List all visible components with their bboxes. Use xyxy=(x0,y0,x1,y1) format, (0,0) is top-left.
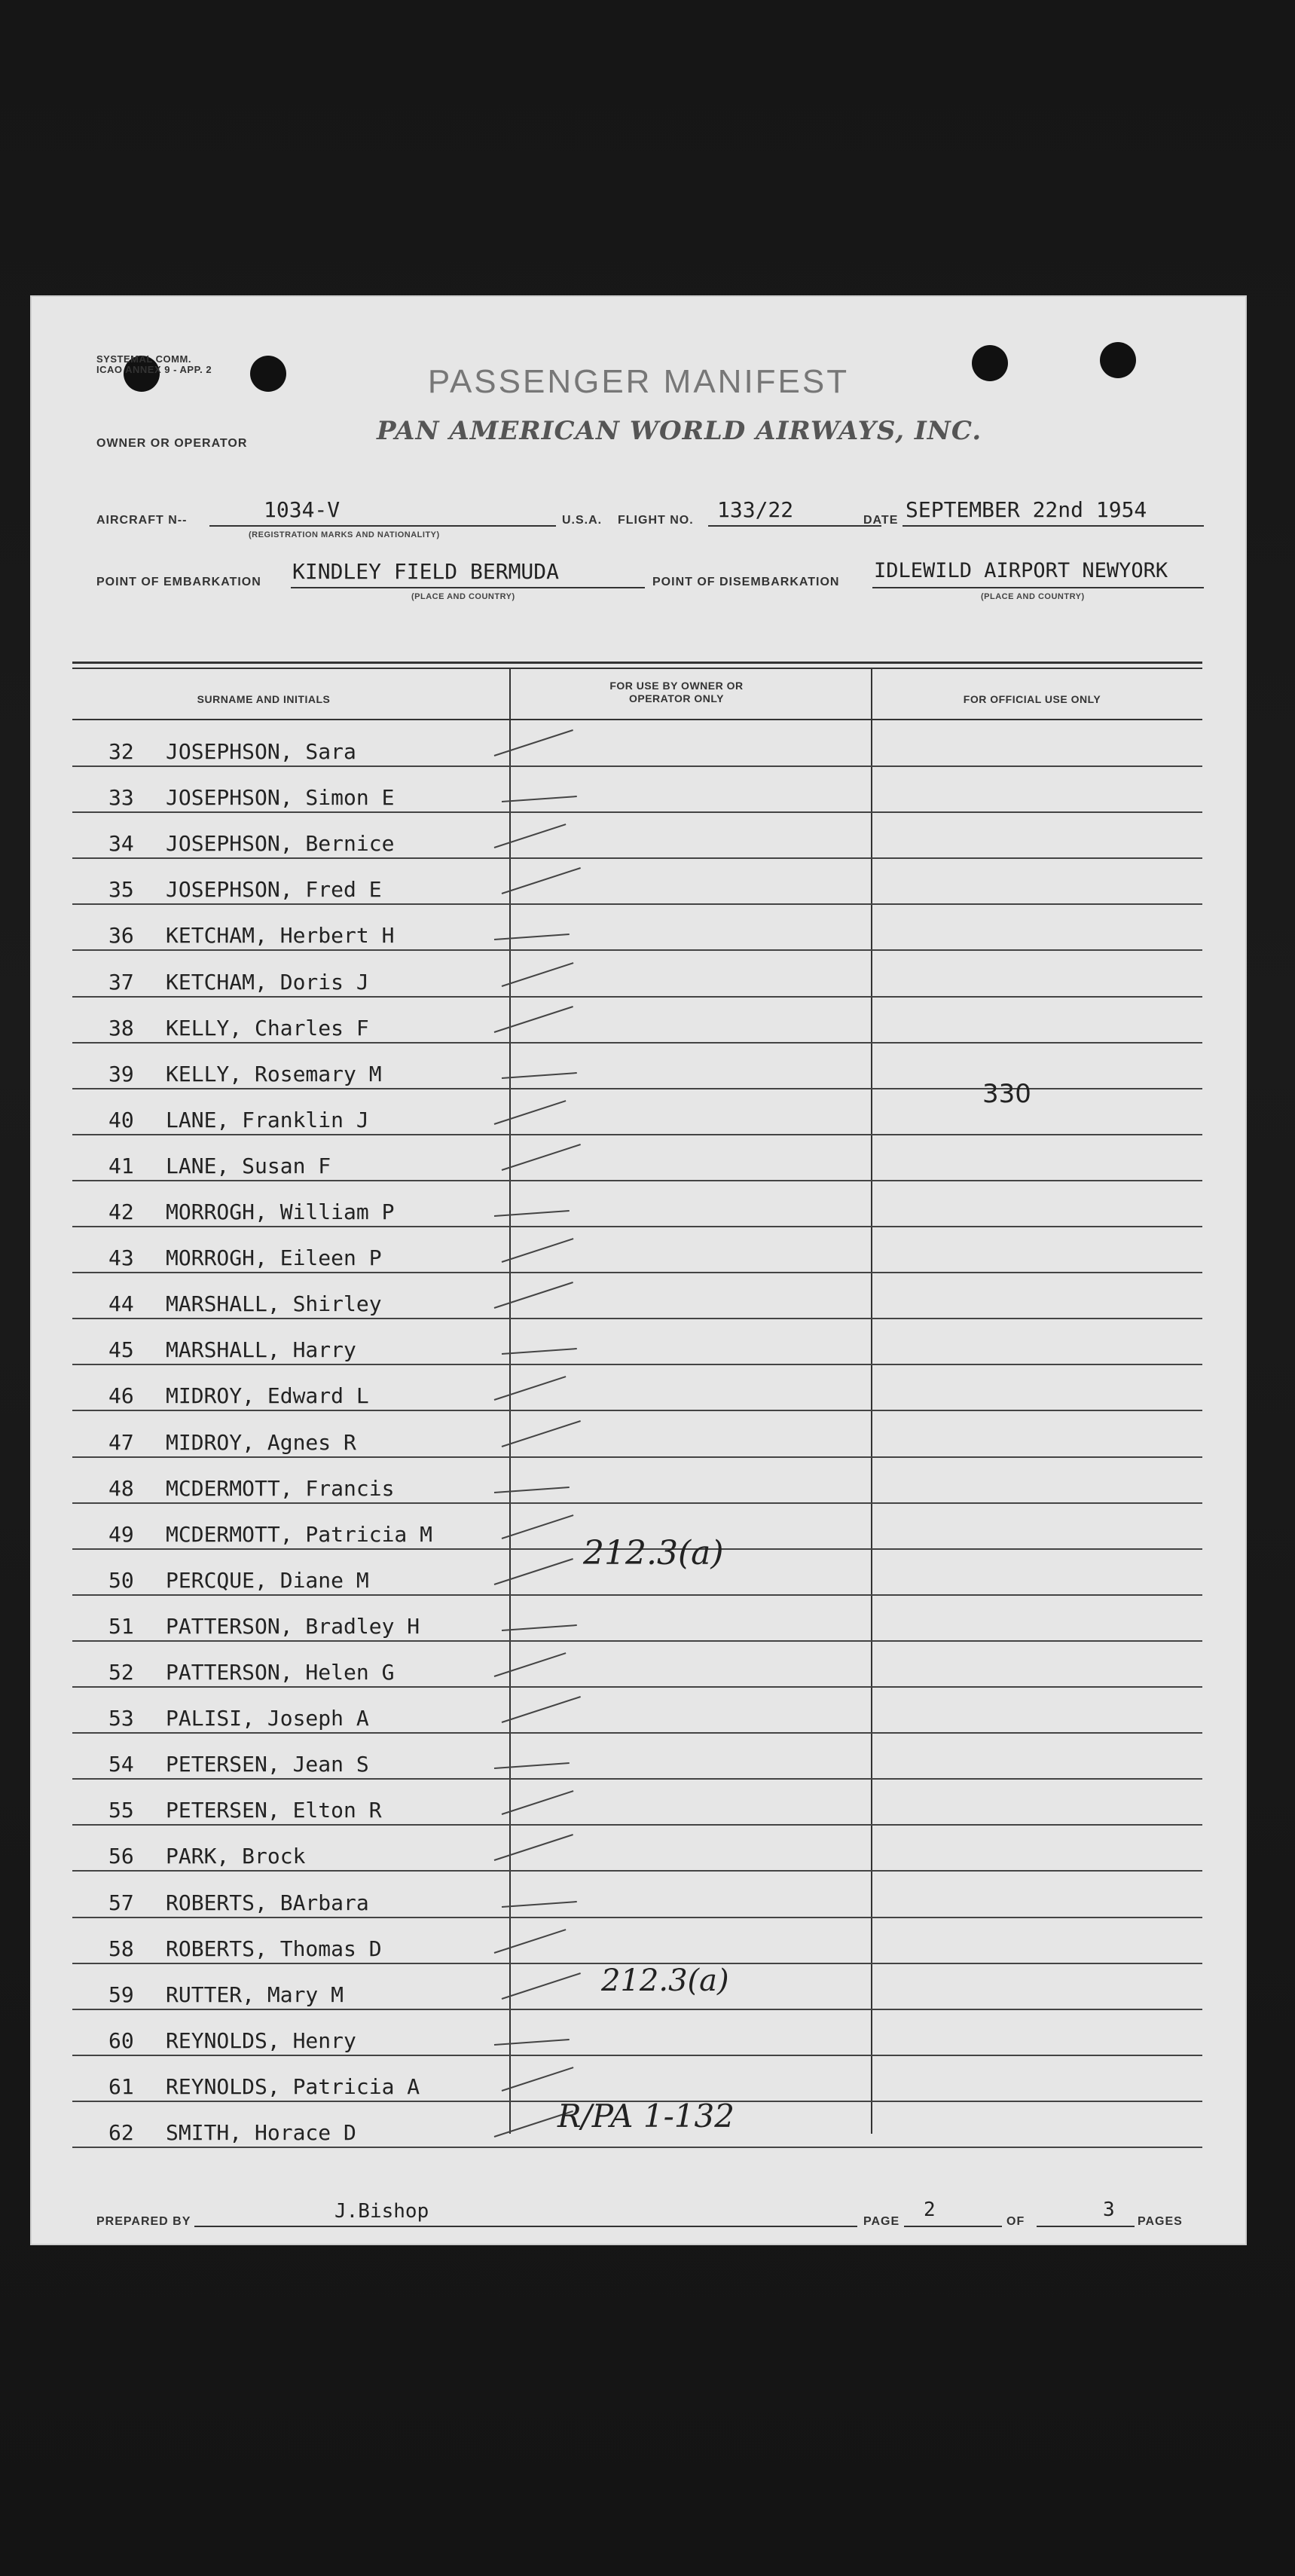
passenger-number: 41 xyxy=(108,1153,134,1178)
check-mark-icon xyxy=(494,1834,573,1861)
handwritten-note: 212.3(a) xyxy=(583,1534,724,1572)
of-underline xyxy=(1037,2226,1135,2227)
flight-underline xyxy=(708,525,881,527)
check-mark-icon xyxy=(502,1238,574,1263)
passenger-number: 40 xyxy=(108,1107,134,1132)
table-row xyxy=(72,859,1202,905)
handwritten-note: R/PA 1-132 xyxy=(557,2098,735,2134)
passenger-number: 38 xyxy=(108,1015,134,1040)
check-mark-icon xyxy=(494,1558,573,1585)
check-mark-icon xyxy=(494,729,573,756)
table-row xyxy=(72,1872,1202,1918)
passenger-number: 54 xyxy=(108,1752,134,1777)
passenger-name: KELLY, Rosemary M xyxy=(166,1061,382,1086)
table-row xyxy=(72,1412,1202,1458)
check-mark-icon xyxy=(502,962,574,987)
passenger-name: LANE, Susan F xyxy=(166,1153,331,1178)
airline-name: PAN AMERICAN WORLD AIRWAYS, INC. xyxy=(377,416,982,446)
check-mark-icon xyxy=(502,2067,574,2092)
passenger-number: 34 xyxy=(108,831,134,857)
flight-label: FLIGHT NO. xyxy=(618,514,694,527)
passenger-name: MARSHALL, Shirley xyxy=(166,1291,382,1317)
passenger-number: 50 xyxy=(108,1567,134,1593)
passenger-number: 52 xyxy=(108,1660,134,1685)
manifest-sheet xyxy=(30,295,1247,2245)
table-row xyxy=(72,1365,1202,1411)
passenger-name: RUTTER, Mary M xyxy=(166,1982,344,2007)
table-row xyxy=(72,1734,1202,1780)
embarkation-label: POINT OF EMBARKATION xyxy=(96,576,261,588)
disembarkation-label: POINT OF DISEMBARKATION xyxy=(652,576,840,588)
check-mark-icon xyxy=(502,1790,574,1815)
passenger-number: 46 xyxy=(108,1383,134,1409)
passenger-name: JOSEPHSON, Simon E xyxy=(166,785,395,811)
disembarkation-value: IDLEWILD AIRPORT NEWYORK xyxy=(874,559,1168,582)
date-label: DATE xyxy=(863,514,899,527)
passenger-number: 53 xyxy=(108,1706,134,1731)
table-row xyxy=(72,1044,1202,1089)
passenger-name: PATTERSON, Helen G xyxy=(166,1660,395,1685)
disembarkation-underline xyxy=(872,587,1204,588)
passenger-name: MORROGH, William P xyxy=(166,1199,395,1224)
date-value: SEPTEMBER 22nd 1954 xyxy=(906,497,1147,522)
passenger-number: 42 xyxy=(108,1199,134,1224)
passenger-name: PERCQUE, Diane M xyxy=(166,1567,369,1593)
passenger-number: 44 xyxy=(108,1291,134,1317)
disembarkation-sub-label: (PLACE AND COUNTRY) xyxy=(981,592,1085,601)
check-mark-icon xyxy=(502,1072,577,1079)
passenger-name: MCDERMOTT, Francis xyxy=(166,1475,395,1501)
passenger-name: PETERSEN, Jean S xyxy=(166,1752,369,1777)
check-mark-icon xyxy=(494,1377,567,1401)
passenger-number: 36 xyxy=(108,923,134,949)
table-row xyxy=(72,1826,1202,1872)
passenger-name: KETCHAM, Doris J xyxy=(166,969,369,995)
check-mark-icon xyxy=(494,1929,567,1954)
page-label: PAGE xyxy=(863,2215,900,2228)
table-row xyxy=(72,1918,1202,1964)
passenger-name: KELLY, Charles F xyxy=(166,1015,369,1040)
passenger-number: 35 xyxy=(108,877,134,903)
table-row xyxy=(72,721,1202,767)
passenger-number: 60 xyxy=(108,2027,134,2053)
passenger-number: 59 xyxy=(108,1982,134,2007)
check-mark-icon xyxy=(494,1282,573,1309)
table-row xyxy=(72,1319,1202,1365)
check-mark-icon xyxy=(502,1144,581,1171)
aircraft-underline xyxy=(209,525,556,527)
passenger-number: 47 xyxy=(108,1429,134,1455)
check-mark-icon xyxy=(502,1420,581,1447)
passenger-name: PALISI, Joseph A xyxy=(166,1706,369,1731)
passenger-name: LANE, Franklin J xyxy=(166,1107,369,1132)
check-mark-icon xyxy=(494,824,567,848)
check-mark-icon xyxy=(494,1006,573,1033)
check-mark-icon xyxy=(502,867,581,894)
passenger-name: JOSEPHSON, Fred E xyxy=(166,877,382,903)
aircraft-label: AIRCRAFT N-- xyxy=(96,514,188,527)
passenger-number: 43 xyxy=(108,1245,134,1271)
page-value: 2 xyxy=(924,2199,936,2221)
table-row xyxy=(72,1227,1202,1273)
table-row xyxy=(72,1181,1202,1227)
header-bottom-rule xyxy=(72,719,1202,720)
table-row xyxy=(72,1688,1202,1734)
passenger-name: JOSEPHSON, Bernice xyxy=(166,831,395,857)
check-mark-icon xyxy=(494,1652,567,1677)
passenger-name: REYNOLDS, Patricia A xyxy=(166,2073,420,2099)
pages-label: PAGES xyxy=(1138,2215,1183,2228)
column-header-official-use: FOR OFFICIAL USE ONLY xyxy=(963,693,1101,705)
passenger-name: MCDERMOTT, Patricia M xyxy=(166,1521,433,1547)
handwritten-note: 212.3(a) xyxy=(601,1963,729,1998)
table-row xyxy=(72,767,1202,813)
official-code: 330 xyxy=(982,1079,1031,1109)
passenger-number: 58 xyxy=(108,1936,134,1961)
aircraft-value: 1034-V xyxy=(264,497,341,522)
check-mark-icon xyxy=(494,934,570,940)
table-row xyxy=(72,2056,1202,2102)
embarkation-underline xyxy=(291,587,645,588)
usa-label: U.S.A. xyxy=(562,514,603,527)
passenger-number: 61 xyxy=(108,2073,134,2099)
passenger-name: MORROGH, Eileen P xyxy=(166,1245,382,1271)
table-top-rule xyxy=(72,662,1202,664)
of-value: 3 xyxy=(1103,2199,1115,2221)
prepared-by-label: PREPARED BY xyxy=(96,2215,191,2228)
passenger-name: KETCHAM, Herbert H xyxy=(166,923,395,949)
passenger-name: PETERSEN, Elton R xyxy=(166,1798,382,1823)
passenger-name: PATTERSON, Bradley H xyxy=(166,1613,420,1639)
check-mark-icon xyxy=(502,1972,581,2000)
passenger-number: 56 xyxy=(108,1844,134,1869)
table-row xyxy=(72,1089,1202,1135)
of-label: OF xyxy=(1006,2215,1025,2228)
table-row xyxy=(72,905,1202,951)
form-reference-line: SYSTEMAL COMM. xyxy=(96,353,191,365)
table-row xyxy=(72,813,1202,859)
embarkation-value: KINDLEY FIELD BERMUDA xyxy=(292,559,560,584)
check-mark-icon xyxy=(494,1487,570,1493)
passenger-number: 39 xyxy=(108,1061,134,1086)
form-reference-line: ICAO ANNEX 9 - APP. 2 xyxy=(96,364,212,375)
table-row xyxy=(72,1780,1202,1826)
check-mark-icon xyxy=(502,796,577,802)
passenger-name: ROBERTS, BArbara xyxy=(166,1890,369,1915)
passenger-name: PARK, Brock xyxy=(166,1844,306,1869)
embarkation-sub-label: (PLACE AND COUNTRY) xyxy=(411,592,515,601)
passenger-number: 45 xyxy=(108,1337,134,1363)
passenger-name: MARSHALL, Harry xyxy=(166,1337,356,1363)
check-mark-icon xyxy=(502,1514,574,1539)
check-mark-icon xyxy=(502,1348,577,1355)
passenger-number: 49 xyxy=(108,1521,134,1547)
passenger-name: SMITH, Horace D xyxy=(166,2120,356,2145)
check-mark-icon xyxy=(494,2039,570,2046)
check-mark-icon xyxy=(494,1100,567,1125)
table-row xyxy=(72,1135,1202,1181)
date-underline xyxy=(903,525,1204,527)
table-row xyxy=(72,998,1202,1044)
passenger-number: 55 xyxy=(108,1798,134,1823)
prepared-by-value: J.Bishop xyxy=(334,2200,429,2223)
table-row xyxy=(72,1642,1202,1688)
table-row xyxy=(72,1458,1202,1504)
aircraft-sub-label: (REGISTRATION MARKS AND NATIONALITY) xyxy=(249,530,440,539)
check-mark-icon xyxy=(502,1901,577,1908)
passenger-number: 48 xyxy=(108,1475,134,1501)
flight-value: 133/22 xyxy=(717,497,794,522)
table-row xyxy=(72,952,1202,998)
passenger-number: 51 xyxy=(108,1613,134,1639)
table-row xyxy=(72,1596,1202,1642)
passenger-number: 37 xyxy=(108,969,134,995)
table-top-rule xyxy=(72,668,1202,669)
row-rule xyxy=(72,2147,1202,2148)
passenger-name: MIDROY, Agnes R xyxy=(166,1429,356,1455)
column-header-surname: SURNAME AND INITIALS xyxy=(197,693,331,705)
prepared-by-underline xyxy=(194,2226,857,2227)
page-underline xyxy=(904,2226,1002,2227)
page-title: PASSENGER MANIFEST xyxy=(427,363,850,400)
table-row xyxy=(72,2010,1202,2056)
check-mark-icon xyxy=(502,1696,581,1723)
passenger-number: 32 xyxy=(108,739,134,764)
passenger-number: 57 xyxy=(108,1890,134,1915)
passenger-name: REYNOLDS, Henry xyxy=(166,2027,356,2053)
passenger-number: 62 xyxy=(108,2120,134,2145)
owner-label: OWNER OR OPERATOR xyxy=(96,437,248,450)
passenger-name: JOSEPHSON, Sara xyxy=(166,739,356,764)
check-mark-icon xyxy=(494,1762,570,1769)
check-mark-icon xyxy=(494,1210,570,1217)
passenger-number: 33 xyxy=(108,785,134,811)
column-header-owner-use: FOR USE BY OWNER OR OPERATOR ONLY xyxy=(609,680,744,704)
check-mark-icon xyxy=(502,1624,577,1631)
passenger-name: ROBERTS, Thomas D xyxy=(166,1936,382,1961)
table-row xyxy=(72,1273,1202,1319)
passenger-name: MIDROY, Edward L xyxy=(166,1383,369,1409)
